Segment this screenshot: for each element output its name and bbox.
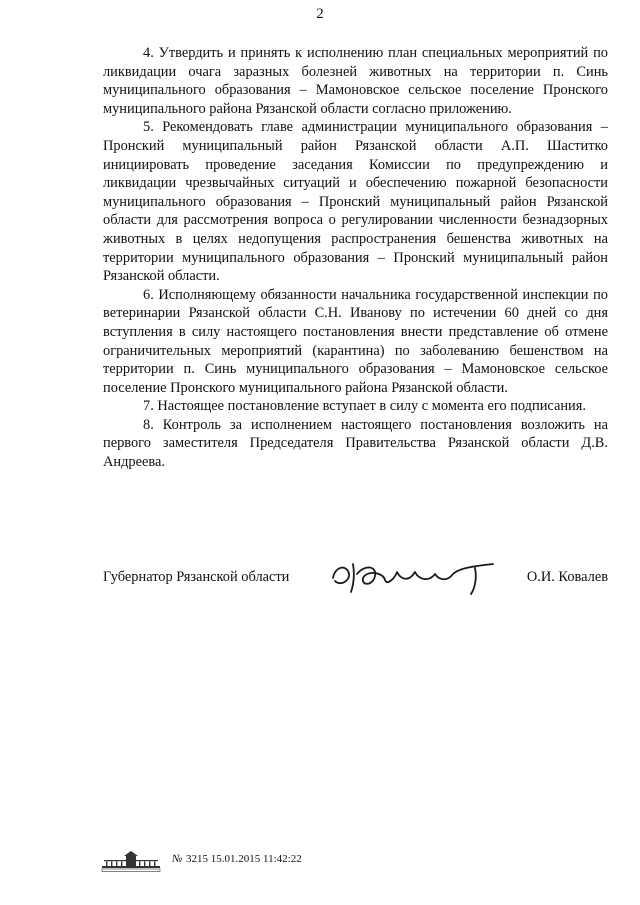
- government-building-icon: [100, 850, 162, 872]
- paragraph-6: 6. Исполняющему обязанности начальника государственной инспекции по ветеринарии Рязанской области С.Н. Иванову по истечении 60 дней со дня вступления в силу настоящего постановления внести представление об отмене ограничительных мероприятий (карантина) по заболеванию бешенством на территории п. Синь муниципального образования – Мамоновское сельское поселение Пронского муниципального района Рязанской области.: [103, 286, 608, 396]
- paragraph-7: 7. Настоящее постановление вступает в силу с момента его подписания.: [143, 398, 586, 415]
- page-number: 2: [316, 6, 324, 22]
- document-body: [103, 44, 608, 472]
- footer-number-mark: №: [172, 853, 183, 865]
- signature-block: [103, 566, 608, 598]
- signer-name: О.И. Ковалев: [526, 569, 608, 585]
- signer-title: Губернатор Рязанской области: [103, 569, 290, 585]
- document-footer: [100, 850, 330, 874]
- handwritten-signature: [325, 556, 505, 596]
- paragraph-5: 5. Рекомендовать главе администрации муниципального образования – Пронский муниципальный район Рязанской области А.П. Шаститко инициировать проведение заседания Комиссии по предупреждению и ликвидации чрезвычайных ситуаций и обеспечению пожарной безопасности муниципального образования – Пронский муниципальный район Рязанской области для рассмотрения вопроса о регулировании численности безнадзорных животных в целях недопущения распространения бешенства животных на территории муниципального образования – Пронский муниципальный район Рязанской области.: [103, 119, 608, 285]
- paragraph-8: 8. Контроль за исполнением настоящего постановления возложить на первого заместителя Председателя Правительства Рязанской области Д.В. Андреева.: [103, 416, 608, 471]
- paragraph-4: 4. Утвердить и принять к исполнению план специальных мероприятий по ликвидации очага заразных болезней животных на территории п. Синь муниципального образования – Мамоновское сельское поселение Пронского муниципального района Рязанской области согласно приложению.: [103, 45, 608, 117]
- registration-stamp: 3215 15.01.2015 11:42:22: [186, 853, 302, 865]
